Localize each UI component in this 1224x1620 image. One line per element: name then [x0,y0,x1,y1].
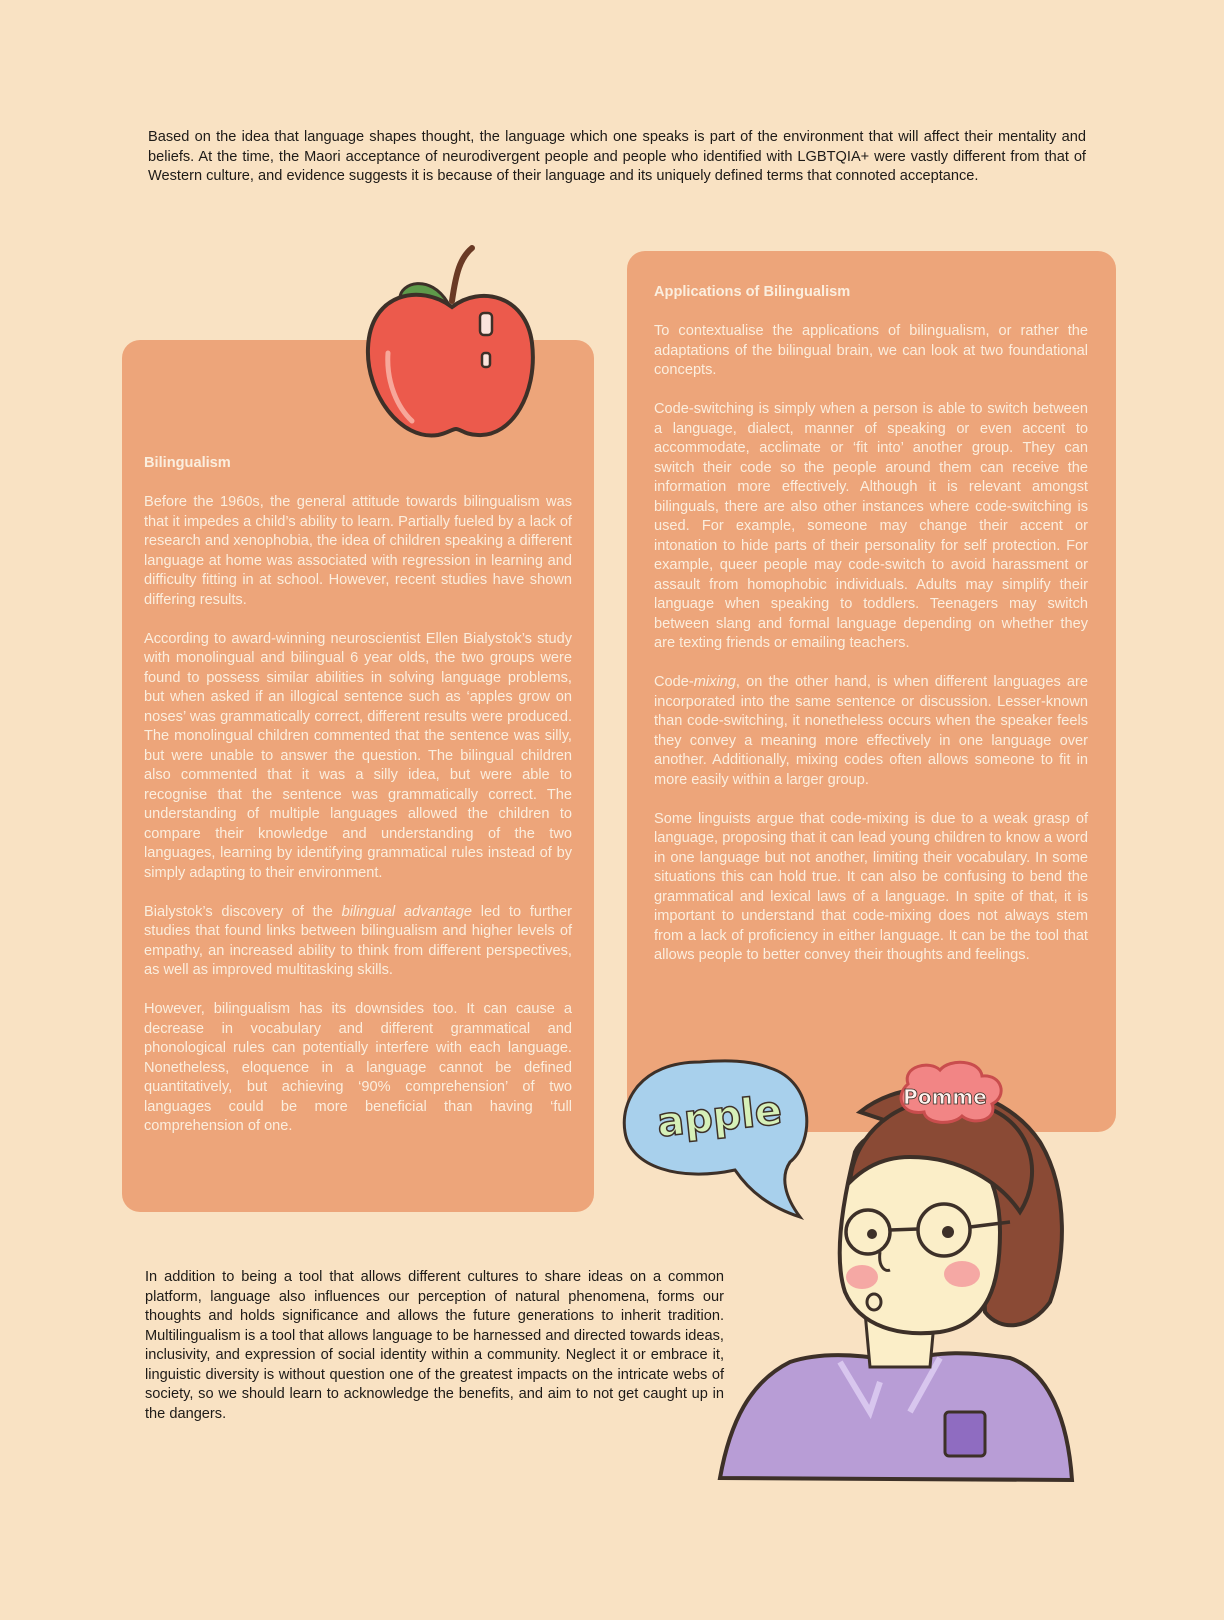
intro-paragraph: Based on the idea that language shapes thought, the language which one speaks is part of the environment that will affect their mentality and beliefs. At the time, the Maori acceptance of neurodivergent people and people who identified with LGBTQIA+ were vastly different from that of Western culture, and evidence suggests it is because of their language and its uniquely defined terms that connoted acceptance. [148,129,1086,185]
bilingualism-heading: Bilingualism [144,455,231,471]
applications-card [627,251,1116,1132]
bilingualism-paragraph-1: Before the 1960s, the general attitude towards bilingualism was that it impedes a child’s ability to learn. Partially fueled by a lack of research and xenophobia, the idea of children speaking a different language at home was associated with regression in learning and difficulty fitting in at school. However, recent studies have shown differing results. [144,494,572,608]
speech-word: apple [654,1087,785,1147]
thought-word: Pomme [903,1085,987,1109]
applications-heading: Applications of Bilingualism [654,284,851,300]
text-span: , on the other hand, is when different languages are incorporated into the same sentence or discussion. Lesser-known than code-switching, it nonetheless occurs when the speaker feels they convey a meaning more effectively in one language over another. Additionally, mixing codes often allows someone to fit in more easily within a larger group. [654,674,1088,788]
italic-term: bilingual advantage [341,903,473,920]
pocket-shape [945,1412,985,1456]
applications-paragraph-4: Some linguists argue that code-mixing is due to a weak grasp of language, proposing that it can lead young children to know a word in one language but not another, limiting their vocabulary. In some situations this can hold true. It can also be confusing to bend the grammatical and lexical laws of a language. In spite of that, it is important to understand that code-mixing does not always stem from a lack of proficiency in either language. It can be the tool that allows people to better convey their thoughts and feelings. [654,810,1088,963]
bilingualism-paragraph-4: However, bilingualism has its downsides too. It can cause a decrease in vocabulary and different grammatical and phonological rules can potentially interfere with each language. Nonetheless, eloquence in a language cannot be defined quantitatively, but achieving ‘90% comprehension’ of two languages could be more beneficial than having ‘full comprehension of one. [144,1001,572,1134]
applications-paragraph-1: To contextualise the applications of bilingualism, or rather the adaptations of the bilingual brain, we can look at two foundational concepts. [654,323,1088,378]
bilingualism-card [122,340,594,1212]
bilingualism-paragraph-2: According to award-winning neuroscientist Ellen Bialystok’s study with monolingual and bilingual 6 year olds, the two groups were found to possess similar abilities in solving language problems, but when asked if an illogical sentence such as ‘apples grow on noses’ was grammatically correct, different results were produced. The monolingual children commented that the sentence was silly, but were unable to answer the question. The bilingual children also commented that it was a silly idea, but were able to recognise that the sentence was grammatically correct. The understanding of multiple languages allowed the children to compare their knowledge and understanding of the two languages, learning by identifying grammatical rules instead of by simply adapting to their environment. [144,630,572,881]
text-span: led to further studies that found links between bilingualism and higher levels of empathy, an increased ability to think from different perspectives, as well as improved multitasking skills. [144,903,572,978]
text-span: Bialystok’s discovery of the [144,903,342,920]
closing-paragraph: In addition to being a tool that allows different cultures to share ideas on a common platform, language also influences our perception of natural phenomena, forms our thoughts and holds significance and allows the future generations to inherit tradition. Multilingualism is a tool that allows language to be harnessed and directed towards ideas, inclusivity, and expression of social identity within a community. Neglect it or embrace it, linguistic diversity is without question one of the greatest impacts on the intricate webs of society, so we should learn to acknowledge the benefits, and aim to not get caught up in the dangers. [145,1269,724,1422]
apple-illustration [360,243,540,443]
applications-paragraph-3 [654,673,1088,790]
text-span: Code- [654,674,694,690]
applications-paragraph-2: Code-switching is simply when a person is able to switch between a language, dialect, manner of speaking or even accent to accommodate, acclimate or ‘fit into’ another group. They can switch their code so the people around them can receive the information more effectively. Although it is relevant amongst bilinguals, there are also other instances where code-switching is used. For example, someone may change their accent or intonation to hide parts of their personality for self protection. For example, queer people may code-switch to avoid harassment or assault from homophobic individuals. Adults may simplify their language when speaking to toddlers. Teenagers may switch between slang and formal language depending on whether they are texting friends or emailing teachers. [654,401,1088,651]
shirt-shape [720,1353,1072,1480]
italic-term: mixing [693,674,736,690]
bilingualism-paragraph-3 [144,903,572,981]
